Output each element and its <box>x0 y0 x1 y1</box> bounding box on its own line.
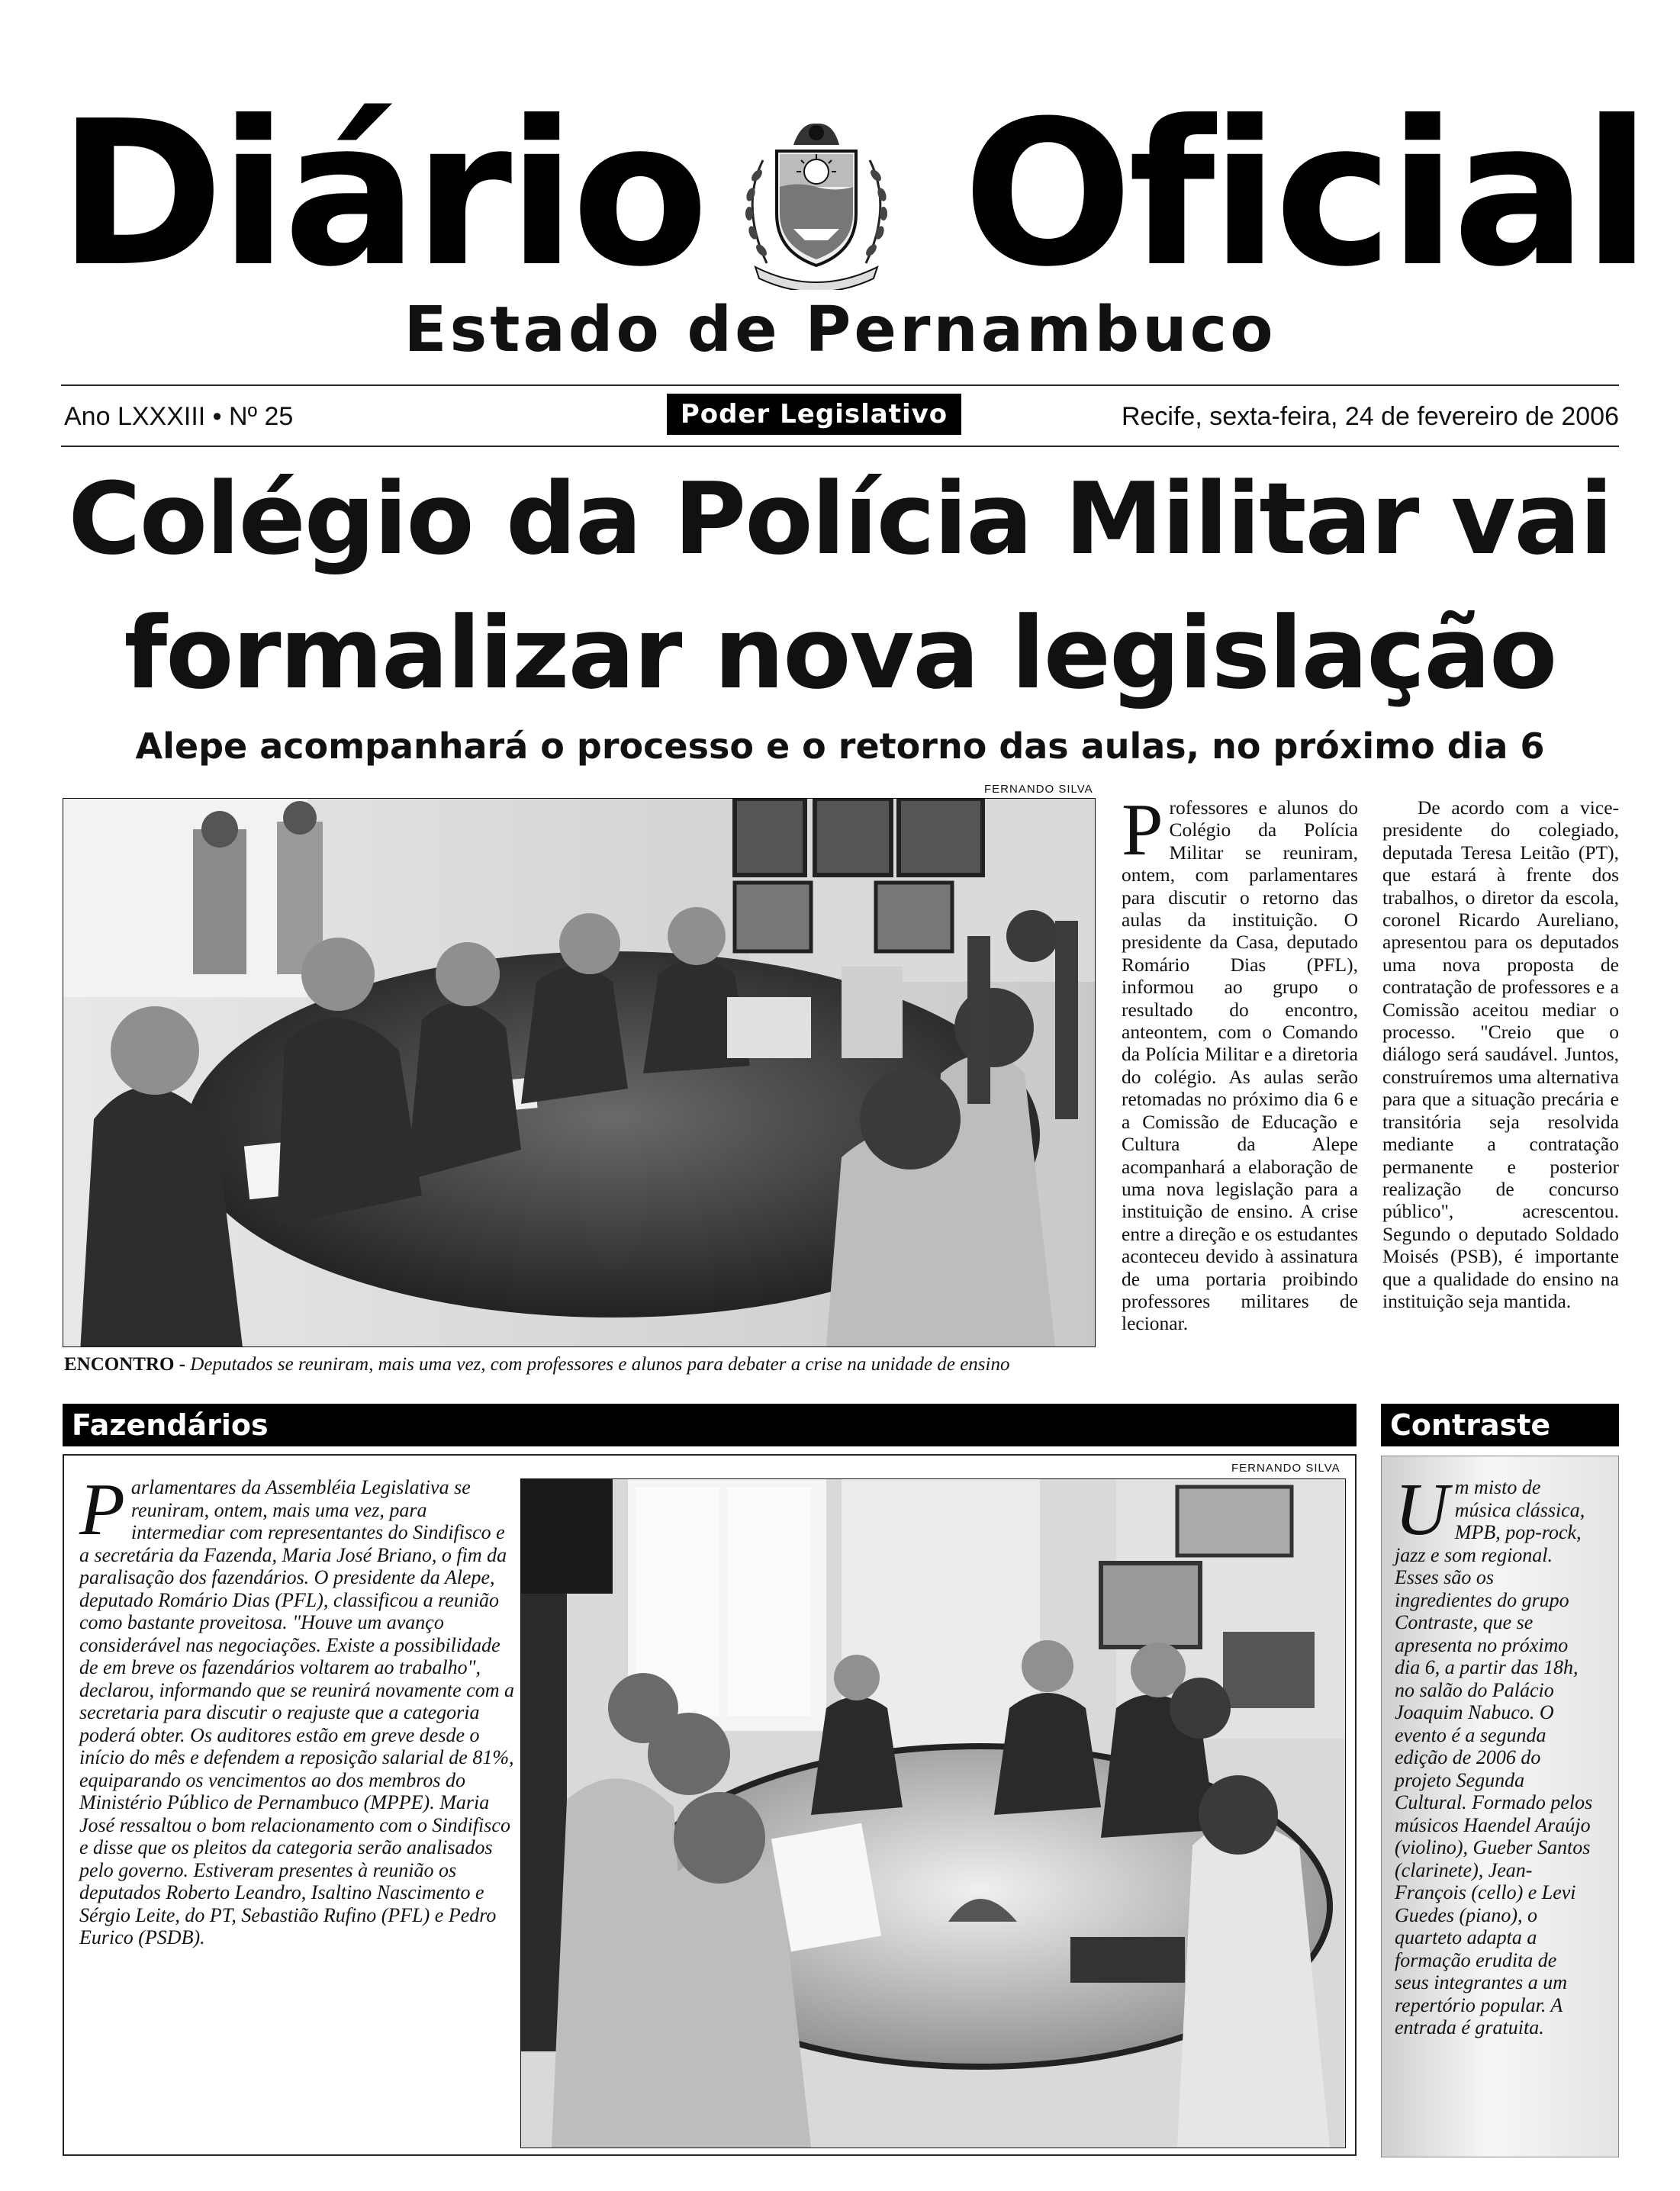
contraste-article <box>1395 1469 1593 2039</box>
lead-article-column-1 <box>1122 789 1358 1335</box>
caption-label: ENCONTRO - <box>64 1354 186 1375</box>
fazendarios-text: arlamentares da Assembléia Legislativa se reuniram, ontem, mais uma vez, para intermediar com representantes do Sindifisco e a secretária da Fazenda, Maria José Briano, o fim da paralisação dos fazendários. O presidente da Alepe, deputado Romário Dias (PFL), classificou a reunião como bastante proveitosa. "Houve um avanço considerável nas negociações. Existe a possibilidade de em breve os fazendários voltarem ao trabalho", declarou, informando que se reunirá novamente com a secretaria para discutir o reajuste que a categoria poderá obter. Os auditores estão em greve desde o início do mês e defendem a reposição salarial de 81%, equiparando os vencimentos ao dos membros do Ministério Público de Pernambuco (MPPE). Maria José ressaltou o bom relacionamento com o Sindifisco e disse que os pleitos da categoria serão analisados pelo governo. Estiveram presentes à reunião os deputados Roberto Leandro, Isaltino Nascimento e Sérgio Leite, do PT, Sebastião Rufino (PFL) e Pedro Eurico (PSDB). <box>79 1476 514 1948</box>
fazendarios-photo-credit: FERNANDO SILVA <box>1231 1462 1340 1475</box>
info-divider <box>61 446 1619 447</box>
headline-line-2: formalizar nova legislação <box>124 595 1556 711</box>
fazendarios-article <box>79 1469 517 1949</box>
top-divider <box>61 384 1619 386</box>
edition-number: Ano LXXXIII • Nº 25 <box>64 402 294 431</box>
lead-column-1-text: rofessores e alunos do Colégio da Polícia Militar se reuniram, ontem, com parlamentares para discutir o retorno das aulas da instituição. O presidente da Casa, deputado Romário Dias (PFL), informou ao grupo o resultado do encontro, anteontem, com o Comando da Polícia Militar e a diretoria do colégio. As aulas serão retomadas no próximo dia 6 e a Comissão de Educação e Cultura da Alepe acompanhará a elaboração de uma nova legislação para a instituição de ensino. A crise entre a direção e os estudantes aconteceu devido à assinatura de uma portaria proibindo professores militares de lecionar. <box>1122 796 1358 1335</box>
lead-photo <box>63 798 1096 1347</box>
lead-dropcap: P <box>1122 789 1163 871</box>
fazendarios-section-bar: Fazendários <box>63 1404 1357 1446</box>
contraste-section-bar: Contraste <box>1381 1404 1619 1446</box>
masthead-title-right: Oficial <box>963 78 1647 310</box>
lead-article-column-2: De acordo com a vice-presidente do colegiado, deputada Teresa Leitão (PT), que estará à frente dos trabalhos, o diretor da escola, coronel Ricardo Aureliano, apresentou para os deputados uma nova proposta de contratação de professores e a Comissão aceitou mediar o processo. "Creio que o diálogo será saudável. Juntos, construíremos uma alternativa para que a situação precária e transitória seja resolvida mediante a contratação permanente e posterior realização de concurso público", acrescentou. Segundo o deputado Soldado Moisés (PSB), é importante que a qualidade do ensino na instituição seja mantida. <box>1382 796 1619 1312</box>
pernambuco-coat-of-arms-icon <box>732 114 900 290</box>
fazendarios-photo <box>520 1478 1346 2148</box>
contraste-text: m misto de música clássica, MPB, pop-rock, jazz e som regional. Esses são os ingredientes do grupo Contraste, que se apresenta no próximo dia 6, a partir das 18h, no salão do Palácio Joaquim Nabuco. O evento é a segunda edição de 2006 do projeto Segunda Cultural. Formado pelos músicos Haendel Araújo (violino), Gueber Santos (clarinete), Jean-François (cello) e Levi Guedes (piano), o quarteto adapta a formação erudita de seus integrantes a um repertório popular. A entrada é gratuita. <box>1395 1476 1593 2038</box>
section-label: Poder Legislativo <box>667 394 961 435</box>
lead-photo-caption <box>64 1353 1096 1377</box>
masthead-subtitle: Estado de Pernambuco <box>404 294 1276 366</box>
caption-text: Deputados se reuniram, mais uma vez, com professores e alunos para debater a crise na unidade de ensino <box>185 1354 1010 1375</box>
headline-deck: Alepe acompanhará o processo e o retorno das aulas, no próximo dia 6 <box>135 726 1545 767</box>
dateline: Recife, sexta-feira, 24 de fevereiro de 2006 <box>1121 402 1619 431</box>
contraste-dropcap: U <box>1395 1469 1449 1551</box>
headline-line-1: Colégio da Polícia Militar vai <box>68 461 1612 577</box>
fazendarios-dropcap: P <box>79 1469 125 1551</box>
masthead-title-left: Diário <box>58 78 705 310</box>
lead-photo-credit: FERNANDO SILVA <box>984 783 1093 796</box>
